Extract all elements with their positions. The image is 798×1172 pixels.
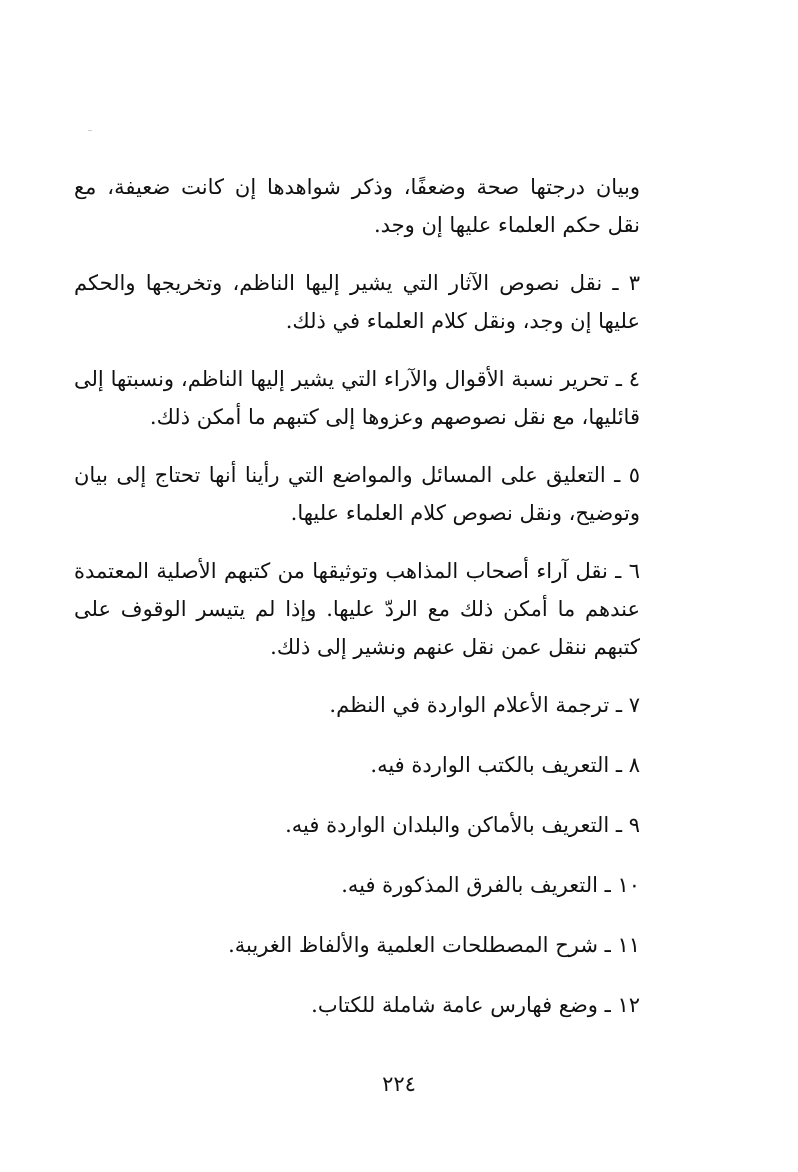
list-item-7: ٧ ـ ترجمة الأعلام الواردة في النظم. xyxy=(329,693,640,717)
scan-speck xyxy=(88,130,92,131)
list-item-10: ١٠ ـ التعريف بالفرق المذكورة فيه. xyxy=(341,873,640,897)
list-item-6: ٦ ـ نقل آراء أصحاب المذاهب وتوثيقها من كتبهم الأصلية المعتمدة عندهم ما أمكن ذلك مع الردّ عليها. وإذا لم يتيسر الوقوف على كتبهم ننقل عمن نقل عنهم ونشير إلى ذلك. xyxy=(74,559,640,659)
page-body xyxy=(74,168,640,1046)
list-item-4: ٤ ـ تحرير نسبة الأقوال والآراء التي يشير إليها الناظم، ونسبتها إلى قائليها، مع نقل نصوصهم وعزوها إلى كتبهم ما أمكن ذلك. xyxy=(74,367,640,429)
list-item-8: ٨ ـ التعريف بالكتب الواردة فيه. xyxy=(370,753,640,777)
list-item-3: ٣ ـ نقل نصوص الآثار التي يشير إليها الناظم، وتخريجها والحكم عليها إن وجد، ونقل كلام العلماء في ذلك. xyxy=(74,271,640,333)
list-item-12: ١٢ ـ وضع فهارس عامة شاملة للكتاب. xyxy=(311,993,640,1017)
list-item-11: ١١ ـ شرح المصطلحات العلمية والألفاظ الغريبة. xyxy=(228,933,640,957)
list-item-5: ٥ ـ التعليق على المسائل والمواضع التي رأينا أنها تحتاج إلى بيان وتوضيح، ونقل نصوص كلام العلماء عليها. xyxy=(74,463,640,525)
page-number: ٢٢٤ xyxy=(382,1072,416,1096)
paragraph-continuation: وبيان درجتها صحة وضعفًا، وذكر شواهدها إن كانت ضعيفة، مع نقل حكم العلماء عليها إن وجد. xyxy=(74,175,640,237)
list-item-9: ٩ ـ التعريف بالأماكن والبلدان الواردة فيه. xyxy=(285,813,640,837)
